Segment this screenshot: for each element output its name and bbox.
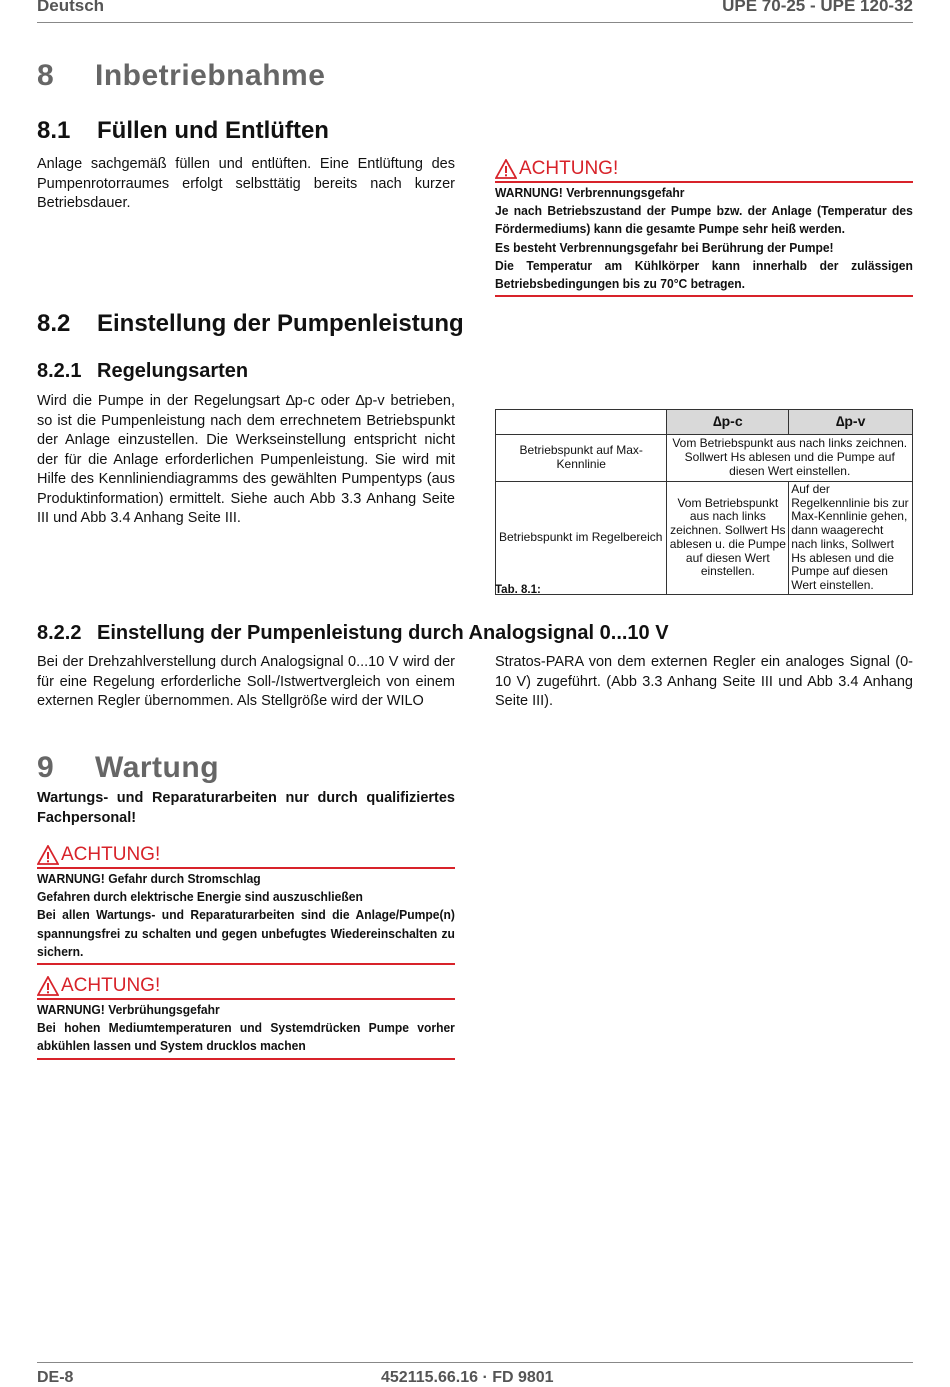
table-row [496,435,913,482]
warning-bottom-line [37,963,455,965]
section-8-1-text: Anlage sachgemäß füllen und entlüften. Eine Entlüftung des Pumpenrotorraumes erfolgt selbsttätig bereits nach kurzer Betriebsdauer. [37,156,455,211]
warning-bottom-line [495,295,913,297]
section-8-1-heading [37,117,329,145]
table-row-label: Betriebspunkt im Regelbereich [496,482,667,595]
section-number: 8.2 [37,310,71,337]
warning-triangle-icon [37,976,59,996]
section-number: 9 [37,751,55,784]
section-number: 8.2.2 [37,622,82,644]
section-title: Regelungsarten [97,360,249,382]
table-header-dpc: ∆p-c [667,410,789,435]
warning-triangle-icon [495,159,517,179]
warning-line: WARNUNG! Verbrennungsgefahr [495,185,685,200]
warning-line: WARNUNG! Verbrühungsgefahr [37,1002,220,1017]
warning-body [37,1000,455,1058]
section-9-heading [37,751,219,785]
section-8-2-2-text-right: Stratos-PARA von dem externen Regler ein analoges Signal (0-10 V) zugeführt. (Abb 3.3 Anhang Seite III und Abb 3.4 Anhang Seite III). [495,654,913,709]
section-8-2-2-heading [37,622,669,645]
warning-line: Gefahren durch elektrische Energie sind auszuschließen [37,889,363,905]
warning-line: Es besteht Verbrennungsgefahr bei Berührung der Pumpe! [495,239,834,255]
footer-rule [37,1362,913,1363]
warning-title: ACHTUNG! [37,843,455,867]
warning-bottom-line [37,1058,455,1060]
section-number: 8.1 [37,117,71,144]
section-8-2-heading [37,310,464,338]
table-header-dpv: ∆p-v [789,410,913,435]
section-title: Einstellung der Pumpenleistung [97,310,464,337]
table-caption: Tab. 8.1: [495,584,541,596]
warning-box-burn [495,157,913,297]
section-8-2-1-text: Wird die Pumpe in der Regelungsart ∆p-c oder ∆p-v betrieben, so ist die Pumpenleistung nach dem errechnetem Betriebspunkt der Anlage einzustellen. Die Werkseinstellung entspricht nicht der für die Anlage erforderlichen Pumpenleistung. Sie wird mit Hilfe des Kennliniendiagramms des gewählten Pumpentyps (aus Produktinformation) ermittelt. Siehe auch Abb 3.3 Anhang Seite III und Abb 3.4 Anhang Seite III. [37,393,455,526]
section-title: Füllen und Entlüften [97,117,329,144]
control-mode-table [495,409,913,595]
warning-body [37,869,455,963]
warning-line: Bei hohen Mediumtemperaturen und Systemdrücken Pumpe vorher abkühlen lassen und System drucklos machen [37,1020,455,1054]
section-number: 8 [37,59,55,92]
footer-page-number: DE-8 [37,1369,74,1386]
table-row-label: Betriebspunkt auf Max-Kennlinie [496,435,667,482]
warning-box-electric [37,843,455,965]
table-row [496,482,913,595]
section-9-intro: Wartungs- und Reparaturarbeiten nur durch qualifiziertes Fachpersonal! [37,790,455,826]
warning-body [495,183,913,295]
table-cell: Vom Betriebspunkt aus nach links zeichnen. Sollwert Hs ablesen und die Pumpe auf diesen Wert einstellen. [667,435,913,482]
table-corner-cell [496,410,667,435]
warning-title: ACHTUNG! [37,974,455,998]
header-rule [37,22,913,23]
warning-line: Bei allen Wartungs- und Reparaturarbeiten sind die Anlage/Pumpe(n) spannungsfrei zu schalten und gegen unbefugtes Wiedereinschalten zu sichern. [37,907,455,959]
warning-line: WARNUNG! Gefahr durch Stromschlag [37,871,261,886]
section-number: 8.2.1 [37,360,82,382]
section-title: Inbetriebnahme [95,59,326,92]
table-header-row [496,410,913,435]
table-cell: Vom Betriebspunkt aus nach links zeichnen. Sollwert Hs ablesen u. die Pumpe auf diesen Wert einstellen. [667,482,789,595]
section-title: Wartung [95,751,220,784]
warning-box-scald [37,974,455,1060]
warning-triangle-icon [37,845,59,865]
table-cell: Auf der Regelkennlinie bis zur Max-Kennlinie gehen, dann waagerecht nach links, Sollwert Hs ablesen und die Pumpe auf diesen Wert einstellen. [789,482,913,595]
warning-line: Je nach Betriebszustand der Pumpe bzw. der Anlage (Temperatur des Fördermediums) kann die gesamte Pumpe sehr heiß werden. [495,203,913,237]
section-8-2-2-text-left: Bei der Drehzahlverstellung durch Analogsignal 0...10 V wird der für eine Regelung erforderliche Soll-/Istwertvergleich von einem externen Regler übernommen. Als Stellgröße wird der WILO [37,654,455,709]
section-8-heading [37,59,325,93]
header-model: UPE 70-25 - UPE 120-32 [722,0,913,15]
warning-title: ACHTUNG! [495,157,913,181]
section-title: Einstellung der Pumpenleistung durch Analogsignal 0...10 V [97,622,669,644]
header-language: Deutsch [37,0,105,15]
footer-document-number: 452115.66.16 · FD 9801 [381,1369,554,1386]
warning-line: Die Temperatur am Kühlkörper kann innerhalb der zulässigen Betriebsbedingungen bis zu 70°C betragen. [495,257,913,292]
section-8-2-1-heading [37,360,248,383]
